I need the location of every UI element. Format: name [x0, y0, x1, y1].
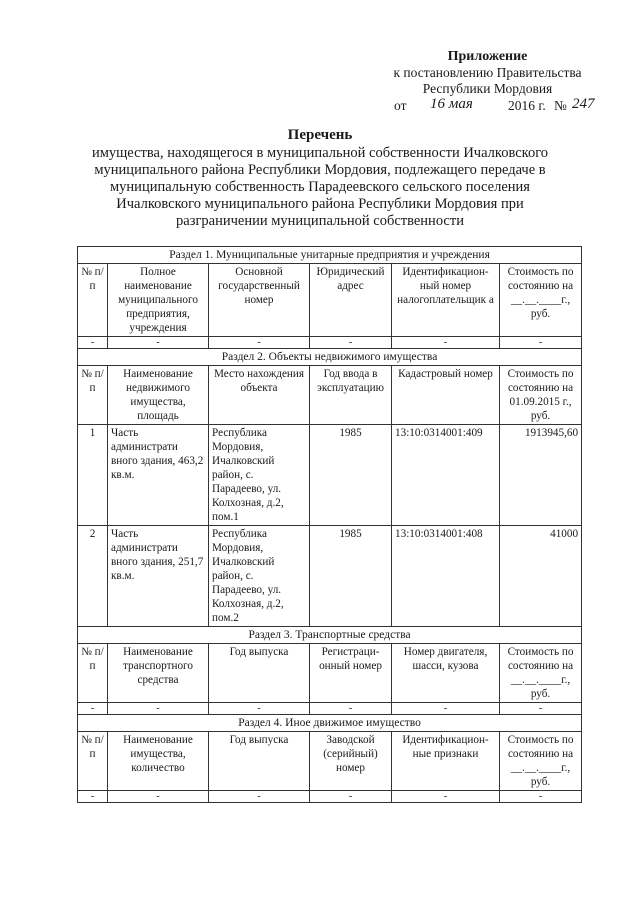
column-header: Номер двигателя, шасси, кузова	[392, 644, 500, 703]
column-header: Стоимость по состоянию на __.__.____г., руб.	[500, 264, 582, 337]
column-header: Место нахождения объекта	[209, 366, 310, 425]
table-cell: -	[310, 337, 392, 349]
table-cell: -	[78, 703, 108, 715]
document-heading	[70, 127, 570, 230]
document-subtitle-line: разграничении муниципальной собственности	[176, 213, 464, 229]
section-4-title-row	[78, 715, 582, 732]
table-row	[78, 425, 582, 526]
section-3-title-row	[78, 627, 582, 644]
table-cell: -	[209, 337, 310, 349]
document-subtitle-line: имущества, находящегося в муниципальной собственности Ичалковского	[91, 145, 549, 161]
document-subtitle-line: муниципальную собственность Парадеевского сельского поселения	[110, 179, 530, 195]
section-3-title: Раздел 3. Транспортные средства	[78, 627, 582, 644]
document-title: Перечень	[287, 127, 353, 143]
column-header: Год выпуска	[209, 644, 310, 703]
appendix-block	[380, 49, 595, 115]
table-cell: -	[209, 791, 310, 803]
column-header: № п/п	[78, 366, 108, 425]
column-header: Стоимость по состоянию на __.__.____г., руб.	[500, 644, 582, 703]
column-header: Стоимость по состоянию на __.__.____г., руб.	[500, 732, 582, 791]
table-cell: -	[108, 337, 209, 349]
column-header: Стоимость по состоянию на 01.09.2015 г., руб.	[500, 366, 582, 425]
property-name: Часть администрати вного здания, 463,2 кв.м.	[108, 425, 209, 526]
column-header: Год выпуска	[209, 732, 310, 791]
decree-date-line	[380, 97, 595, 115]
row-number: 2	[78, 526, 108, 627]
section-4-title: Раздел 4. Иное движимое имущество	[78, 715, 582, 732]
column-header: Год ввода в эксплуатацию	[310, 366, 392, 425]
column-header: № п/п	[78, 264, 108, 337]
property-location: Республика Мордовия, Ичалковский район, с. Парадеево, ул. Колхозная, д.2, пом.1	[209, 425, 310, 526]
row-number: 1	[78, 425, 108, 526]
column-header: № п/п	[78, 732, 108, 791]
column-header: Наименование недвижимого имущества, площадь	[108, 366, 209, 425]
appendix-title: Приложение	[447, 49, 528, 64]
cadastral-number: 13:10:0314001:408	[392, 526, 500, 627]
section-2-title: Раздел 2. Объекты недвижимого имущества	[78, 349, 582, 366]
section-2-header-row	[78, 366, 582, 425]
table-cell: -	[392, 337, 500, 349]
section-4-empty-row	[78, 791, 582, 803]
decree-from-label: от	[394, 98, 407, 113]
property-location: Республика Мордовия, Ичалковский район, с. Парадеево, ул. Колхозная, д.2, пом.2	[209, 526, 310, 627]
table-cell: -	[310, 791, 392, 803]
table-cell: -	[392, 791, 500, 803]
decree-number-label: №	[554, 98, 567, 113]
decree-year: 2016 г.	[508, 98, 546, 113]
column-header: Кадастровый номер	[392, 366, 500, 425]
table-cell: -	[108, 703, 209, 715]
decree-day-month: 16 мая	[430, 96, 473, 112]
section-1-title: Раздел 1. Муниципальные унитарные предприятия и учреждения	[78, 247, 582, 264]
column-header: Идентификацион-ные признаки	[392, 732, 500, 791]
cadastral-number: 13:10:0314001:409	[392, 425, 500, 526]
table-cell: -	[500, 791, 582, 803]
table-cell: -	[500, 337, 582, 349]
section-3-empty-row	[78, 703, 582, 715]
document-subtitle-line: муниципального района Республики Мордовия, подлежащего передаче в	[94, 162, 546, 178]
column-header: Юридический адрес	[310, 264, 392, 337]
table-cell: -	[209, 703, 310, 715]
column-header: Основной государственный номер	[209, 264, 310, 337]
column-header: Регистраци-онный номер	[310, 644, 392, 703]
property-table	[77, 246, 582, 803]
commission-year: 1985	[310, 425, 392, 526]
column-header: Заводской (серийный) номер	[310, 732, 392, 791]
column-header: Полное наименование муниципального предприятия, учреждения	[108, 264, 209, 337]
appendix-line-1: к постановлению Правительства	[393, 65, 582, 80]
section-1-title-row	[78, 247, 582, 264]
commission-year: 1985	[310, 526, 392, 627]
column-header: Наименование имущества, количество	[108, 732, 209, 791]
appendix-line-2: Республики Мордовия	[422, 81, 553, 96]
table-cell: -	[392, 703, 500, 715]
column-header: № п/п	[78, 644, 108, 703]
table-cell: -	[78, 337, 108, 349]
property-name: Часть администрати вного здания, 251,7 кв.м.	[108, 526, 209, 627]
table-cell: -	[108, 791, 209, 803]
table-row	[78, 526, 582, 627]
section-1-header-row	[78, 264, 582, 337]
property-cost: 41000	[500, 526, 582, 627]
table-cell: -	[310, 703, 392, 715]
document-subtitle-line: Ичалковского муниципального района Республики Мордовия при	[116, 196, 524, 212]
decree-number: 247	[572, 96, 595, 112]
property-cost: 1913945,60	[500, 425, 582, 526]
column-header: Наименование транспортного средства	[108, 644, 209, 703]
section-4-header-row	[78, 732, 582, 791]
table-cell: -	[500, 703, 582, 715]
column-header: Идентификацион-ный номер налогоплательщик а	[392, 264, 500, 337]
section-3-header-row	[78, 644, 582, 703]
table-cell: -	[78, 791, 108, 803]
section-1-empty-row	[78, 337, 582, 349]
section-2-title-row	[78, 349, 582, 366]
